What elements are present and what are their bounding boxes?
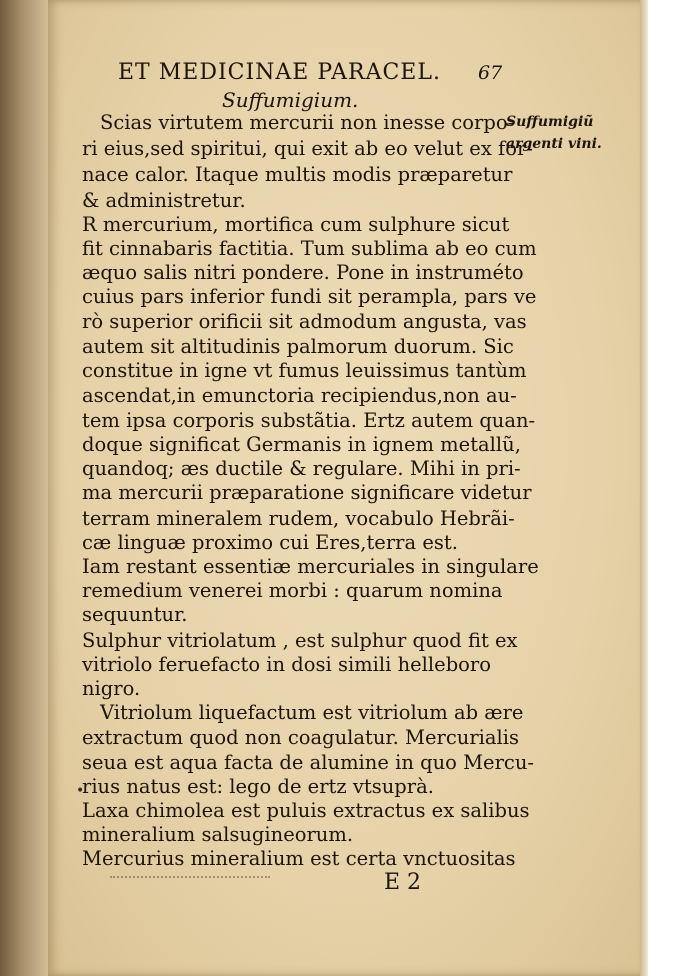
running-head: ET MEDICINAE PARACEL. xyxy=(118,60,441,85)
text-line: autem sit altitudinis palmorum duorum. Sic xyxy=(82,335,514,358)
text-line: Vitriolum liquefactum est vitriolum ab ære xyxy=(100,701,524,724)
text-line: ma mercurii præparatione significare videtur xyxy=(82,481,532,504)
text-line: terram mineralem rudem, vocabulo Hebrãi- xyxy=(82,507,515,530)
text-line: nigro. xyxy=(82,677,141,700)
text-line: Mercurius mineralium est certa vnctuositas xyxy=(82,847,516,870)
text-line: Scias virtutem mercurii non inesse corpo- xyxy=(100,111,515,134)
text-line: ri eius,sed spiritui, qui exit ab eo velut ex for- xyxy=(82,137,533,160)
text-line: mineralium salsugineorum. xyxy=(82,823,354,846)
page-number: 67 xyxy=(478,62,503,84)
text-line: doque significat Germanis in ignem metallũ, xyxy=(82,433,521,456)
text-line: constitue in igne vt fumus leuissimus tantùm xyxy=(82,359,527,382)
margin-note-line-2: argenti vini. xyxy=(506,136,602,152)
text-line: & administretur. xyxy=(82,189,246,212)
margin-note-line-1: Suffumigiũ xyxy=(506,114,594,130)
text-line: remedium venerei morbi : quarum nomina xyxy=(82,579,503,602)
text-line: extractum quod non coagulatur. Mercurialis xyxy=(82,726,519,749)
text-line: sequuntur. xyxy=(82,603,188,626)
text-line: tem ipsa corporis substãtia. Ertz autem quan- xyxy=(82,409,536,432)
text-line: vitriolo feruefacto in dosi simili helleboro xyxy=(82,653,491,676)
margin-mark: • xyxy=(76,783,85,799)
text-line: Sulphur vitriolatum , est sulphur quod fit ex xyxy=(82,629,518,652)
footer-marks xyxy=(110,876,270,880)
section-title: Suffumigium. xyxy=(222,88,359,112)
text-line: cuius pars inferior fundi sit perampla, pars ve xyxy=(82,285,537,308)
text-line: cæ linguæ proximo cui Eres,terra est. xyxy=(82,531,458,554)
text-line: nace calor. Itaque multis modis præparetur xyxy=(82,163,513,186)
page-edge xyxy=(640,0,648,976)
text-line: seua est aqua facta de alumine in quo Mercu- xyxy=(82,751,534,774)
text-line: Iam restant essentiæ mercuriales in singulare xyxy=(82,555,539,578)
text-line: fit cinnabaris factitia. Tum sublima ab eo cum xyxy=(82,237,537,260)
signature-mark: E 2 xyxy=(384,870,422,895)
text-line: Laxa chimolea est puluis extractus ex salibus xyxy=(82,799,530,822)
text-line: rius natus est: lego de ertz vtsuprà. xyxy=(82,775,434,798)
text-line: rò superior orificii sit admodum angusta, vas xyxy=(82,310,527,333)
text-line: R mercurium, mortifica cum sulphure sicut xyxy=(82,213,510,236)
text-line: ascendat,in emunctoria recipiendus,non au- xyxy=(82,384,517,407)
book-binding-shadow xyxy=(0,0,48,976)
text-line: æquo salis nitri pondere. Pone in instruméto xyxy=(82,261,524,284)
text-line: quandoq; æs ductile & regulare. Mihi in pri- xyxy=(82,457,521,480)
